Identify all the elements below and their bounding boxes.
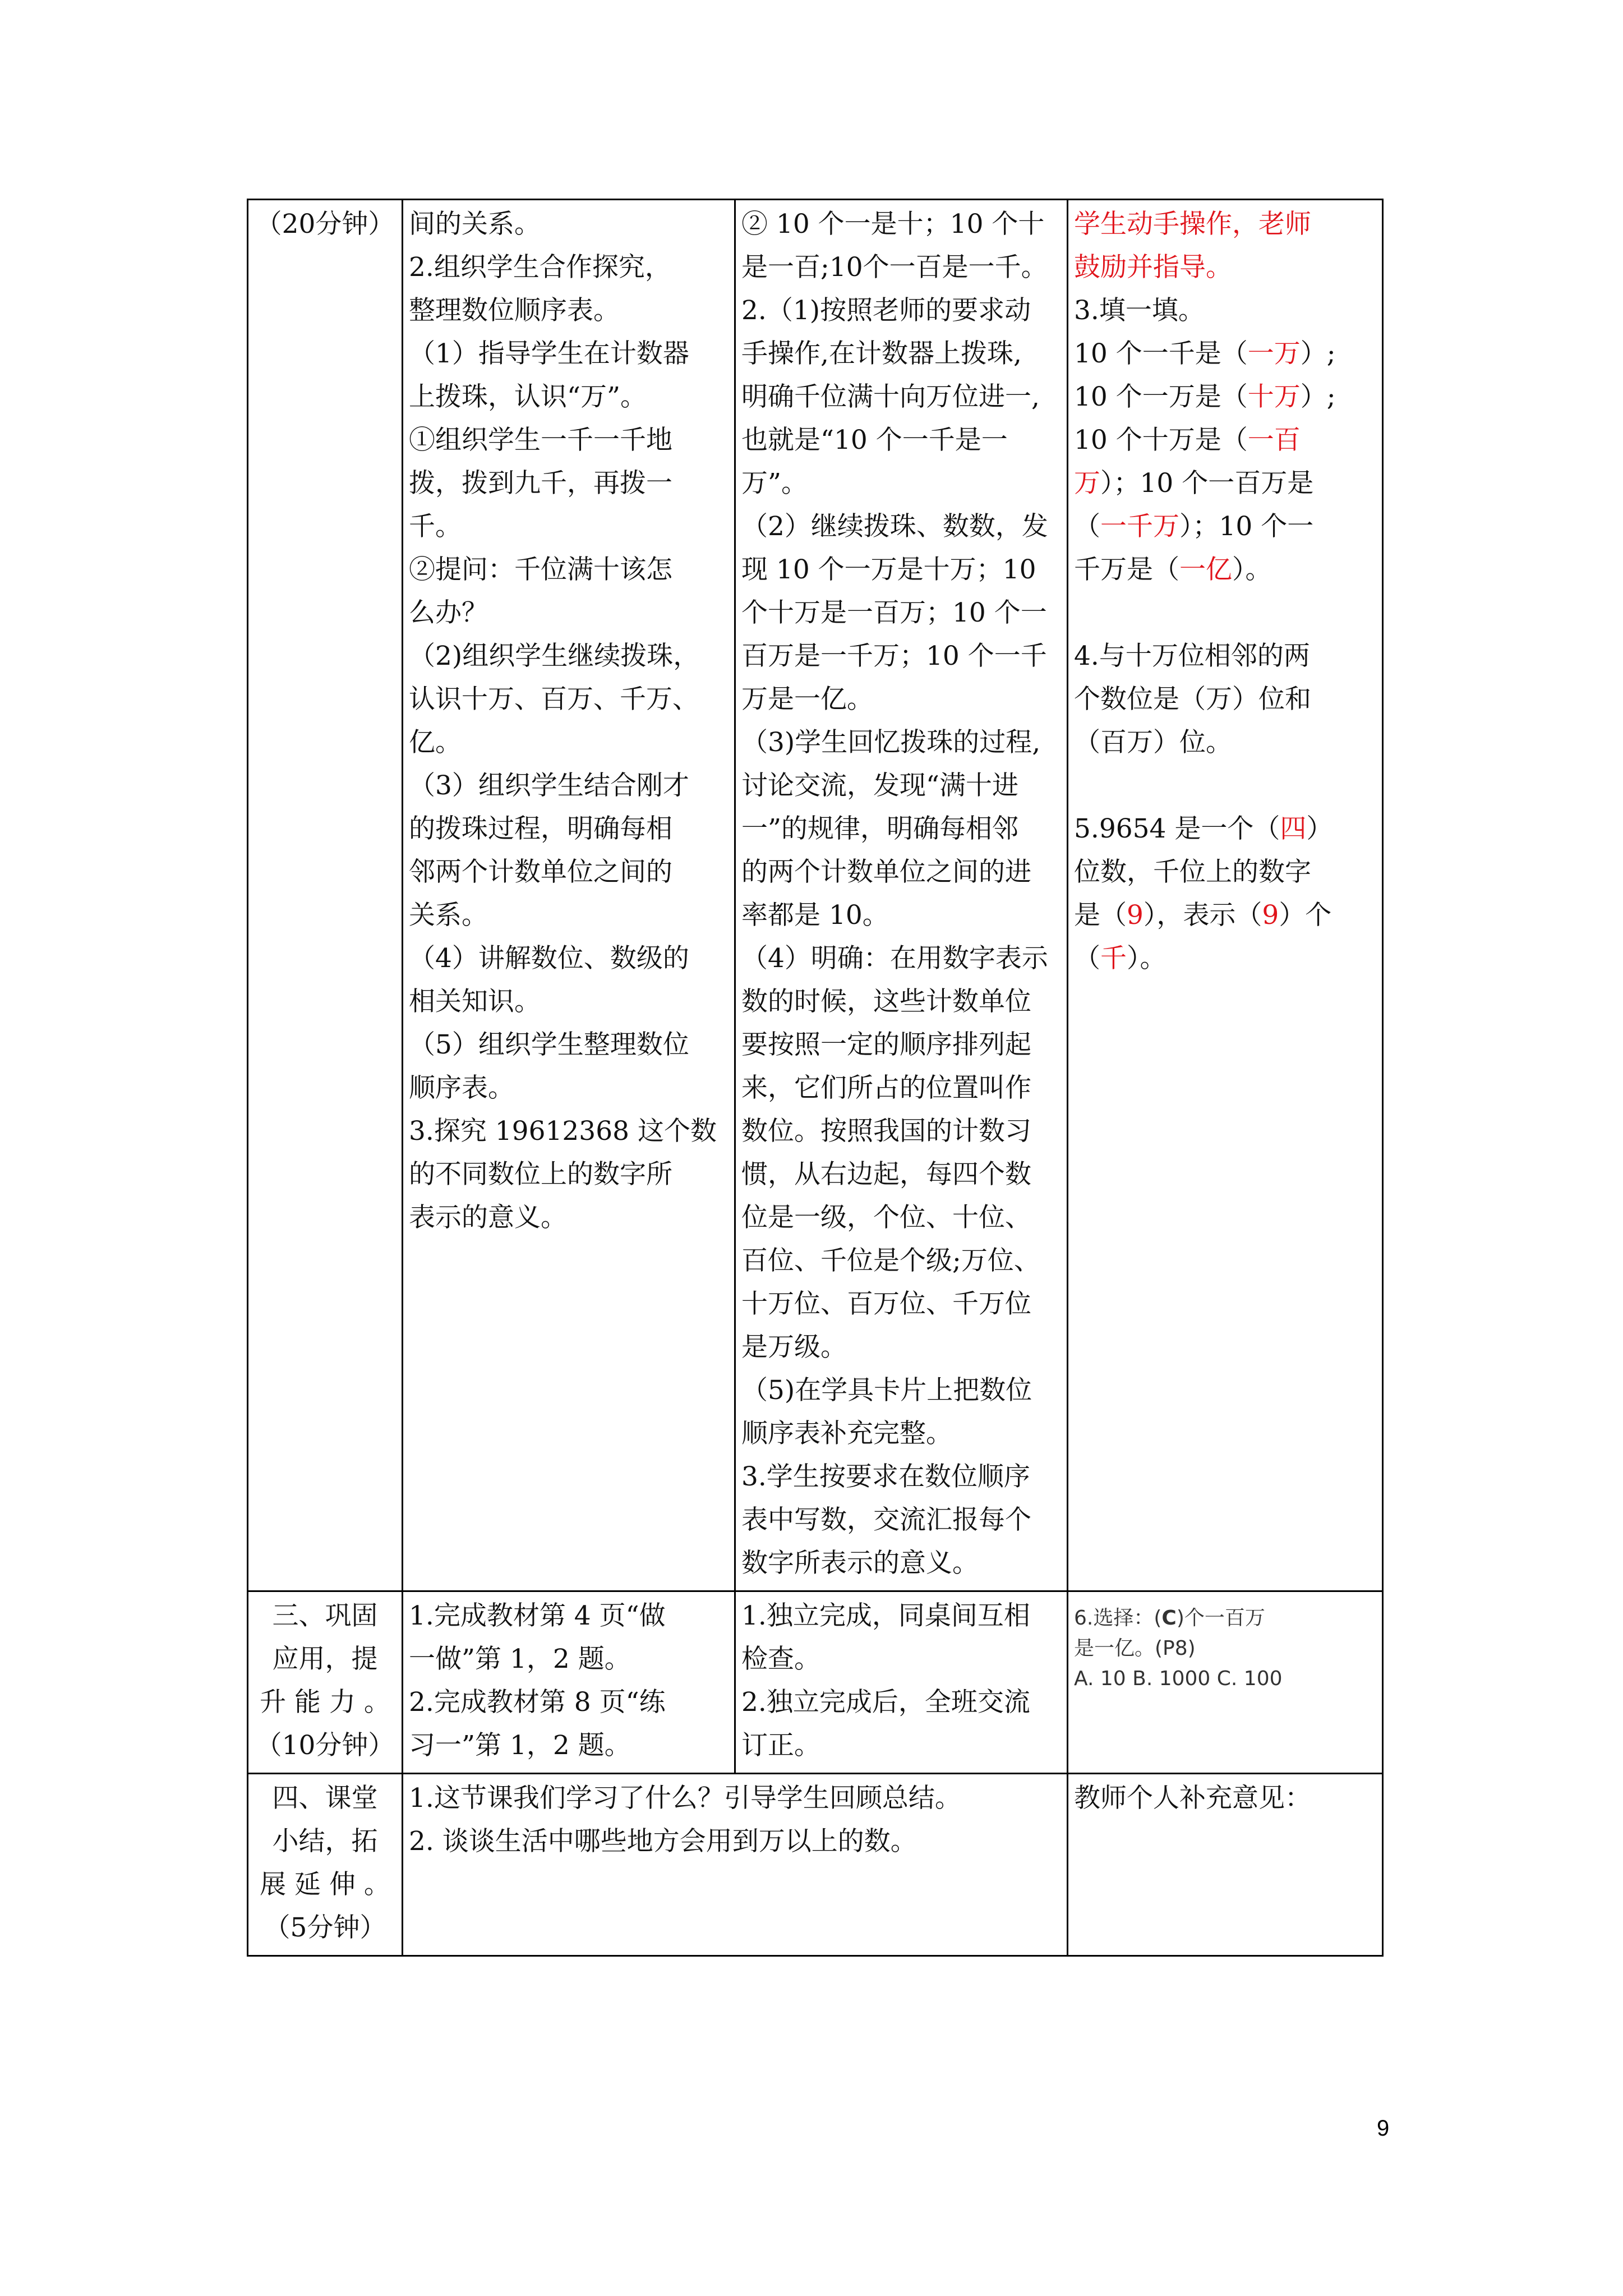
text-line: 三、巩固 [272, 1600, 378, 1631]
exercise-6-options: A. 10 B. 1000 C. 100 [1074, 1667, 1283, 1690]
text-line: 应用，提 [272, 1644, 378, 1674]
text-line: （10分钟） [255, 1730, 395, 1761]
text-line: 订正。 [741, 1730, 820, 1761]
text-line: 千。 [409, 511, 462, 542]
text-line: 百位、千位是个级;万位、 [741, 1245, 1040, 1276]
design-cell [1068, 1591, 1383, 1774]
text-line: 顺序表补充完整。 [741, 1418, 952, 1449]
text-line: 3.探究 19612368 这个数 [409, 1116, 717, 1147]
text-line: （3）组织学生结合刚才 [409, 770, 689, 801]
text-line: 认识十万、百万、千万、 [409, 684, 699, 715]
summary-cell [403, 1774, 1068, 1956]
text-line: 上拨珠，认识“万”。 [409, 381, 647, 412]
table-row [248, 1591, 1383, 1774]
text-line: 数字所表示的意义。 [741, 1548, 979, 1579]
text-line: 整理数位顺序表。 [409, 295, 620, 326]
text-line: 是一百;10个一百是一千。 [741, 252, 1048, 283]
text-line: 表中写数，交流汇报每个 [741, 1504, 1031, 1535]
exercise-6-line: 是一亿。(P8) [1074, 1637, 1196, 1660]
teacher-activity-cell [403, 200, 735, 1591]
text-line: 一”的规律，明确每相邻 [741, 813, 1019, 844]
text-line: 2.组织学生合作探究， [409, 252, 671, 283]
text-line: 数位。按照我国的计数习 [741, 1116, 1031, 1147]
page-number: 9 [1377, 2116, 1390, 2141]
exercise-3-line: 10 个十万是（一百 [1074, 425, 1301, 455]
exercise-3-line: 万）；10 个一百万是 [1074, 468, 1314, 499]
exercise-5-line: 位数，千位上的数字 [1074, 857, 1311, 887]
text-line: （1）指导学生在计数器 [409, 338, 689, 369]
text-line: 展 延 伸 。 [260, 1869, 390, 1900]
text-line: 2.（1)按照老师的要求动 [741, 295, 1031, 326]
text-line: 讨论交流，发现“满十进 [741, 770, 1019, 801]
stage-cell [248, 200, 403, 1591]
text-line: 万”。 [741, 468, 808, 499]
exercise-3-line: 10 个一万是（十万）; [1074, 381, 1336, 412]
text-line: 四、课堂 [272, 1783, 378, 1814]
text-line: 顺序表。 [409, 1073, 514, 1103]
text-line: ②提问：千位满十该怎 [409, 554, 672, 585]
design-cell [1068, 200, 1383, 1591]
lesson-plan-table [247, 199, 1384, 1957]
student-activity-cell [735, 1591, 1068, 1774]
table-row [248, 200, 1383, 1591]
text-line: 十万位、百万位、千万位 [741, 1289, 1031, 1319]
exercise-3-line: 千万是（一亿）。 [1074, 554, 1272, 585]
text-line: 拨，拨到九千，再拨一 [409, 468, 672, 499]
text-line: 1.这节课我们学习了什么？引导学生回顾总结。 [409, 1783, 961, 1814]
exercise-4-line: 个数位是（万）位和 [1074, 684, 1311, 715]
exercise-4-line: （百万）位。 [1074, 727, 1232, 758]
multiple-choice-exercise [1074, 1594, 1376, 1694]
text-line: 关系。 [409, 900, 488, 931]
exercise-6-line: 6.选择：(C)个一百万 [1074, 1607, 1265, 1630]
student-activity-cell [735, 200, 1068, 1591]
text-line: （2）继续拨珠、数数，发 [741, 511, 1048, 542]
text-line: ② 10 个一是十；10 个十 [741, 209, 1045, 240]
text-line: 2.独立完成后，全班交流 [741, 1687, 1030, 1718]
answer: 一亿 [1179, 554, 1232, 585]
text-line: 检查。 [741, 1644, 820, 1674]
text-line: 明确千位满十向万位进一, [741, 381, 1040, 412]
text-line: 2. 谈谈生活中哪些地方会用到万以上的数。 [409, 1826, 917, 1857]
answer: 万 [1074, 468, 1100, 499]
exercise-5-line: 5.9654 是一个（四） [1074, 813, 1333, 844]
text-line: 1.完成教材第 4 页“做 [409, 1600, 666, 1631]
text-line: 的拨珠过程，明确每相 [409, 813, 672, 844]
answer: 一千万 [1100, 511, 1179, 542]
text-line: 是万级。 [741, 1332, 847, 1363]
text-line: 间的关系。 [409, 209, 541, 240]
stage-cell [248, 1591, 403, 1774]
exercise-3-line: （一千万）；10 个一 [1074, 511, 1314, 542]
exercise-4-line: 4.与十万位相邻的两 [1074, 641, 1310, 671]
text-line: 亿。 [409, 727, 462, 758]
teacher-activity-cell [403, 1591, 735, 1774]
text-line: 升 能 力 。 [260, 1687, 390, 1718]
text-line: 的两个计数单位之间的进 [741, 857, 1031, 887]
text-line: 表示的意义。 [409, 1202, 567, 1233]
text-line: 来，它们所占的位置叫作 [741, 1073, 1031, 1103]
exercise-5-line: （千）。 [1074, 943, 1166, 974]
design-note-line: 鼓励并指导。 [1074, 252, 1232, 283]
text-line: 么办？ [409, 597, 488, 628]
text-line: 百万是一千万；10 个一千 [741, 641, 1047, 671]
text-line: 小结，拓 [272, 1826, 378, 1857]
teacher-notes-label: 教师个人补充意见： [1074, 1783, 1311, 1814]
text-line: 率都是 10。 [741, 900, 889, 931]
stage-cell [248, 1774, 403, 1956]
text-line: 要按照一定的顺序排列起 [741, 1029, 1031, 1060]
text-line: （2)组织学生继续拨珠， [409, 641, 700, 671]
text-line: （5)在学具卡片上把数位 [741, 1375, 1032, 1406]
text-line: 3.学生按要求在数位顺序 [741, 1461, 1030, 1492]
answer: 十万 [1247, 381, 1301, 412]
text-line: （5分钟） [264, 1912, 386, 1943]
text-line: 的不同数位上的数字所 [409, 1159, 672, 1190]
text-line: 数的时候，这些计数单位 [741, 986, 1031, 1017]
answer: 9 [1127, 900, 1144, 931]
answer: 千 [1100, 943, 1127, 974]
text-line: （4）明确：在用数字表示 [741, 943, 1048, 974]
text-line: 惯，从右边起，每四个数 [741, 1159, 1031, 1190]
answer: C [1161, 1607, 1177, 1630]
text-line: 个十万是一百万；10 个一 [741, 597, 1047, 628]
design-cell [1068, 1774, 1383, 1956]
table-row [248, 1774, 1383, 1956]
text-line: （3)学生回忆拨珠的过程, [741, 727, 1041, 758]
answer: 一万 [1247, 338, 1301, 369]
answer: 四 [1280, 813, 1307, 844]
text-line: 手操作,在计数器上拨珠, [741, 338, 1022, 369]
stage-time: （20分钟） [255, 209, 395, 240]
text-line: 1.独立完成，同桌间互相 [741, 1600, 1030, 1631]
answer: 一百 [1247, 425, 1301, 455]
text-line: （5）组织学生整理数位 [409, 1029, 689, 1060]
text-line: 万是一亿。 [741, 684, 873, 715]
text-line: 一做”第 1，2 题。 [409, 1644, 631, 1674]
text-line: （4）讲解数位、数级的 [409, 943, 689, 974]
text-line: 2.完成教材第 8 页“练 [409, 1687, 666, 1718]
exercise-3-line: 10 个一千是（一万）; [1074, 338, 1336, 369]
exercise-5-line: 是（9），表示（9）个 [1074, 900, 1332, 931]
text-line: 位是一级，个位、十位、 [741, 1202, 1031, 1233]
text-line: 现 10 个一万是十万；10 [741, 554, 1036, 585]
exercise-3-title: 3.填一填。 [1074, 295, 1205, 326]
design-note-line: 学生动手操作，老师 [1074, 209, 1311, 240]
text-line: 习一”第 1，2 题。 [409, 1730, 631, 1761]
text-line: 邻两个计数单位之间的 [409, 857, 672, 887]
text-line: 也就是“10 个一千是一 [741, 425, 1008, 455]
text-line: ①组织学生一千一千地 [409, 425, 672, 455]
answer: 9 [1262, 900, 1279, 931]
text-line: 相关知识。 [409, 986, 541, 1017]
